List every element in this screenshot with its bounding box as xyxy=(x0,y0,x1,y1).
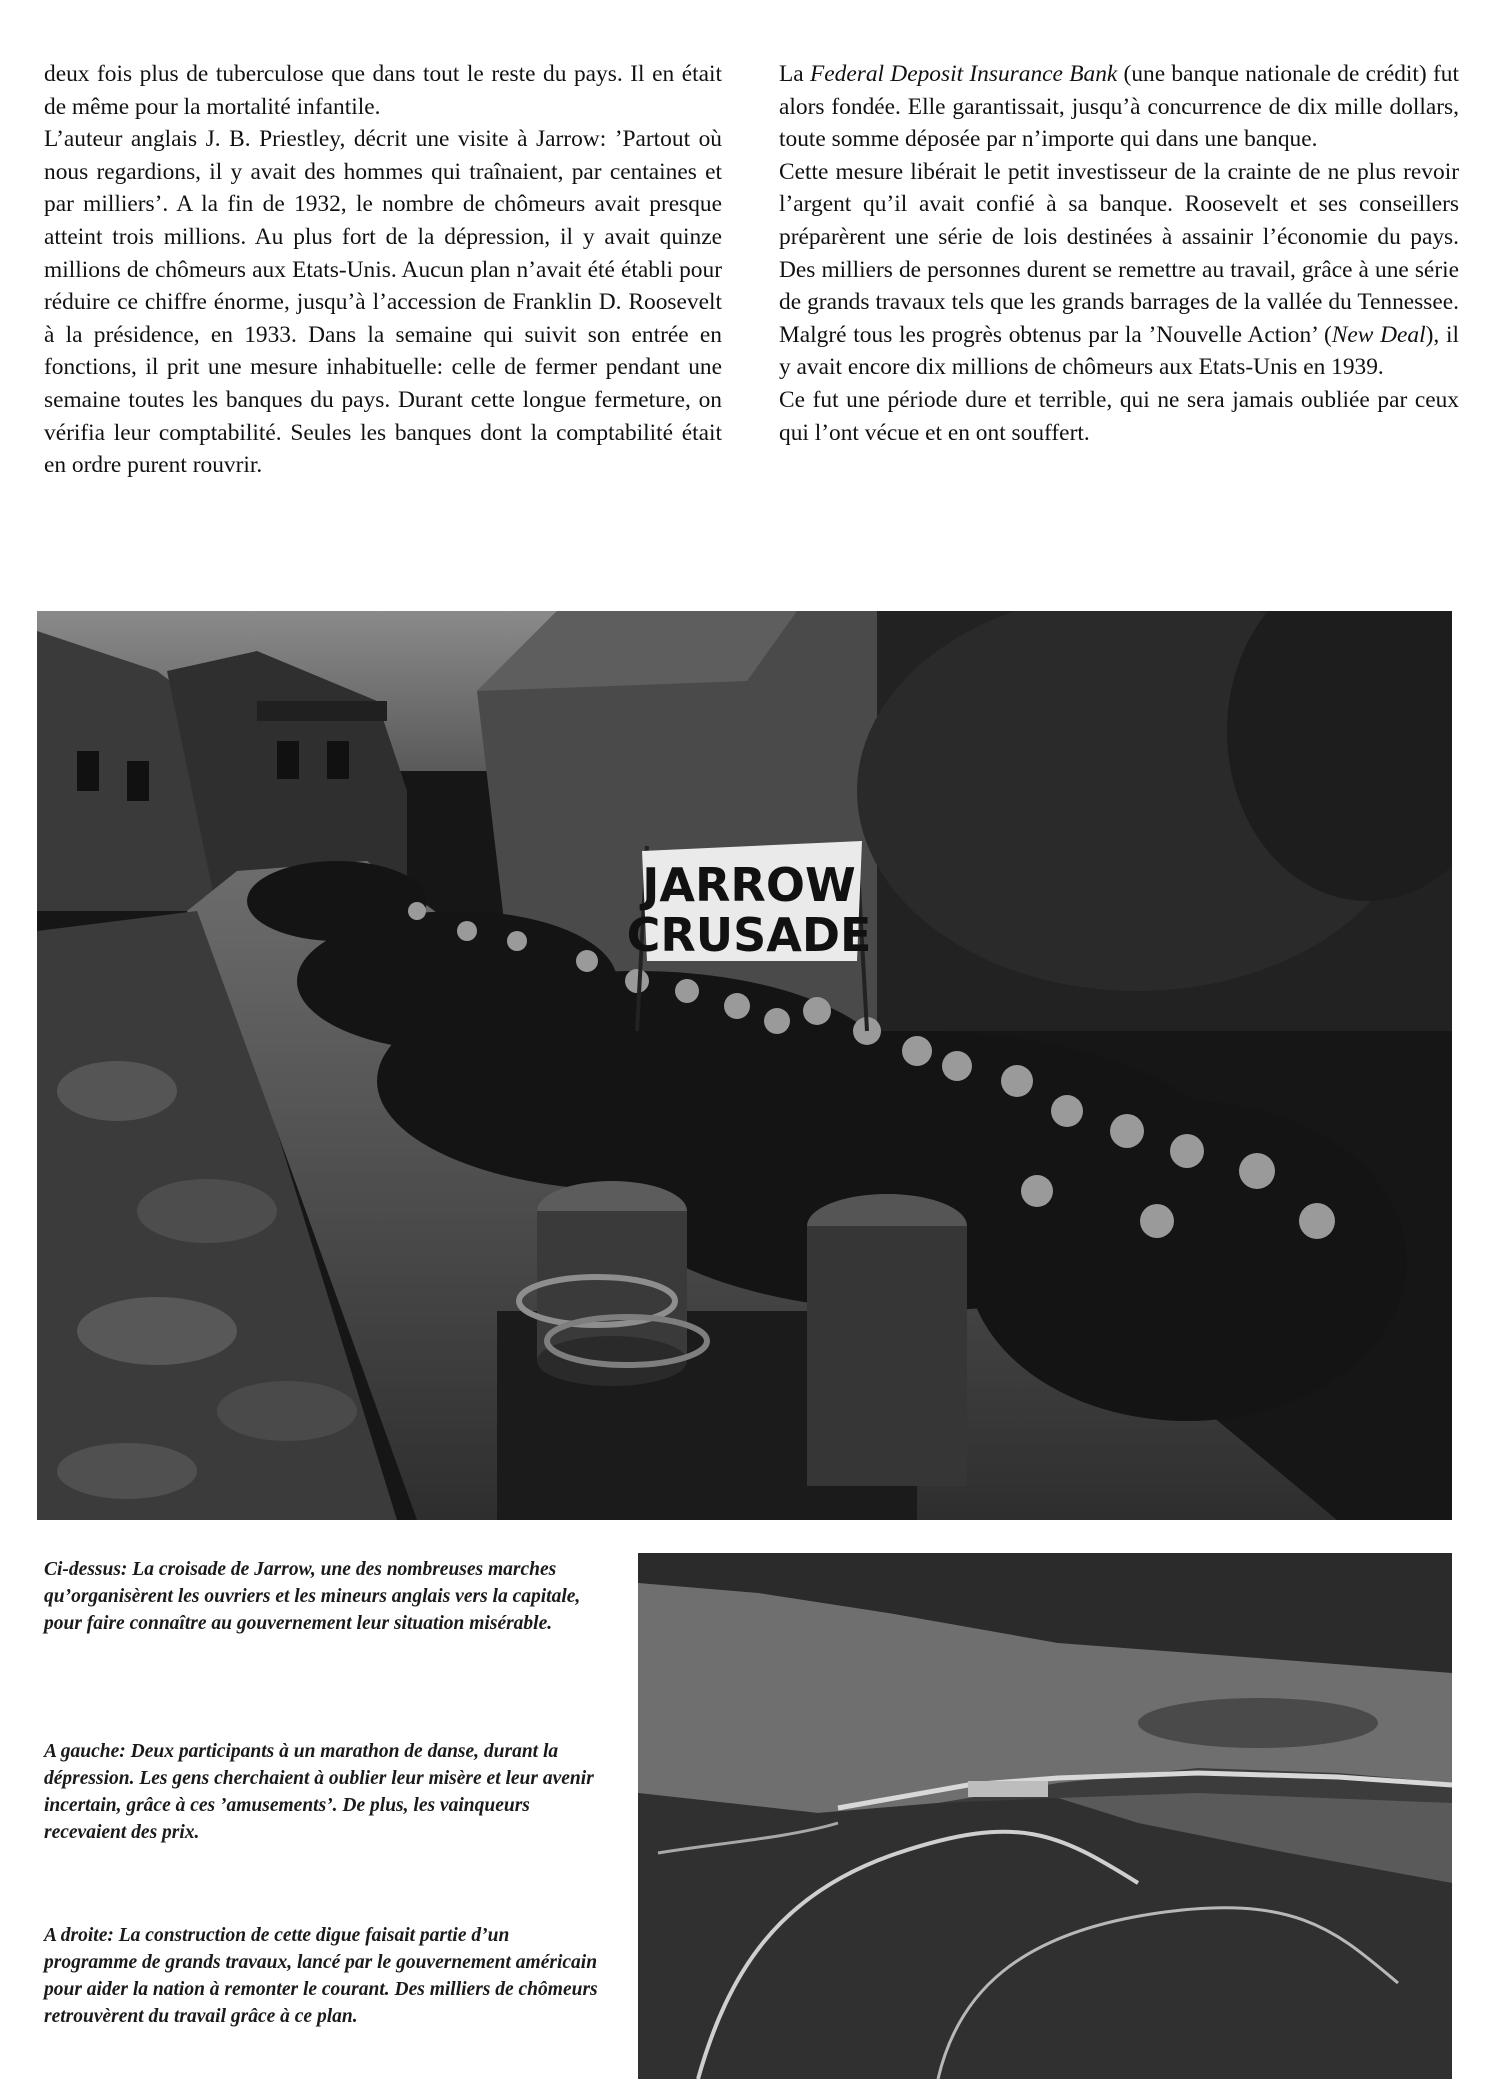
caption-dance-marathon: A gauche: Deux participants à un marathon de danse, durant la dépression. Les gens cherchaient à oublier leur misère et leur avenir incertain, grâce à ces ’amusements’. De plus, les vainqueurs recevaient des prix. xyxy=(44,1741,594,1843)
right-paragraph-1-suffix: (une banque nationale de crédit) fut alors fondée. Elle garantissait, jusqu’à concurrence de dix mille dollars, toute somme déposée par n’importe qui dans une banque. xyxy=(779,61,1459,153)
left-paragraph-1: deux fois plus de tuberculose que dans tout le reste du pays. Il en était de même pour la mortalité infantile. xyxy=(44,61,722,120)
banner-line-1: JARROW xyxy=(642,858,856,912)
caption-jarrow-crusade: Ci-dessus: La croisade de Jarrow, une des nombreuses marches qu’organisèrent les ouvriers et les mineurs anglais vers la capitale, pour faire connaître au gouvernement leur situation misérable. xyxy=(44,1559,581,1634)
right-paragraph-2 xyxy=(779,156,1459,384)
left-text-column xyxy=(44,58,722,482)
right-paragraph-1 xyxy=(779,58,1459,156)
banner-line-2: CRUSADE xyxy=(626,908,872,962)
right-paragraph-1-prefix: La xyxy=(779,61,810,87)
jarrow-crusade-illustration xyxy=(37,611,1452,1520)
dam-aerial-photo xyxy=(638,1553,1452,2079)
right-text-column xyxy=(779,58,1459,449)
dam-aerial-illustration xyxy=(638,1553,1452,2079)
jarrow-crusade-photo xyxy=(37,611,1452,1520)
federal-deposit-insurance-bank-term: Federal Deposit Insurance Bank xyxy=(809,61,1118,87)
left-paragraph-2: L’auteur anglais J. B. Priestley, décrit une visite à Jarrow: ’Partout où nous regardions, il y avait des hommes qui traînaient, par centaines et par milliers’. A la fin de 1932, le nombre de chômeurs avait presque atteint trois millions. Au plus fort de la dépression, il y avait quinze millions de chômeurs aux Etats-Unis. Aucun plan n’avait été établi pour réduire ce chiffre énorme, jusqu’à l’accession de Franklin D. Roosevelt à la présidence, en 1933. Dans la semaine qui suivit son entrée en fonctions, il prit une mesure inhabituelle: celle de fermer pendant une semaine toutes les banques du pays. Durant cette longue fermeture, on vérifia leur comptabilité. Seules les banques dont la comptabilité était en ordre purent rouvrir. xyxy=(44,126,722,479)
new-deal-term: New Deal xyxy=(1331,321,1426,348)
right-paragraph-3: Ce fut une période dure et terrible, qui ne sera jamais oubliée par ceux qui l’ont vécue et en ont souffert. xyxy=(779,386,1459,446)
right-paragraph-2-before: Cette mesure libérait le petit investisseur de la crainte de ne plus revoir l’argent qu’il avait confié à sa banque. Roosevelt et ses conseillers préparèrent une série de lois destinées à assainir l’économie du pays. Des milliers de personnes durent se remettre au travail, grâce à une série de grands travaux tels que les grands barrages de la vallée du Tennessee. Malgré tous les progrès obtenus par la ’Nouvelle Action’ ( xyxy=(779,158,1459,348)
right-paragraph-2-after: ), il y avait encore dix millions de chômeurs aux Etats-Unis en 1939. xyxy=(779,321,1460,381)
caption-dam-construction: A droite: La construction de cette digue faisait partie d’un programme de grands travaux, lancé par le gouvernement américain pour aider la nation à remonter le courant. Des milliers de chômeurs retrouvèrent du travail grâce à ce plan. xyxy=(44,1925,598,2027)
